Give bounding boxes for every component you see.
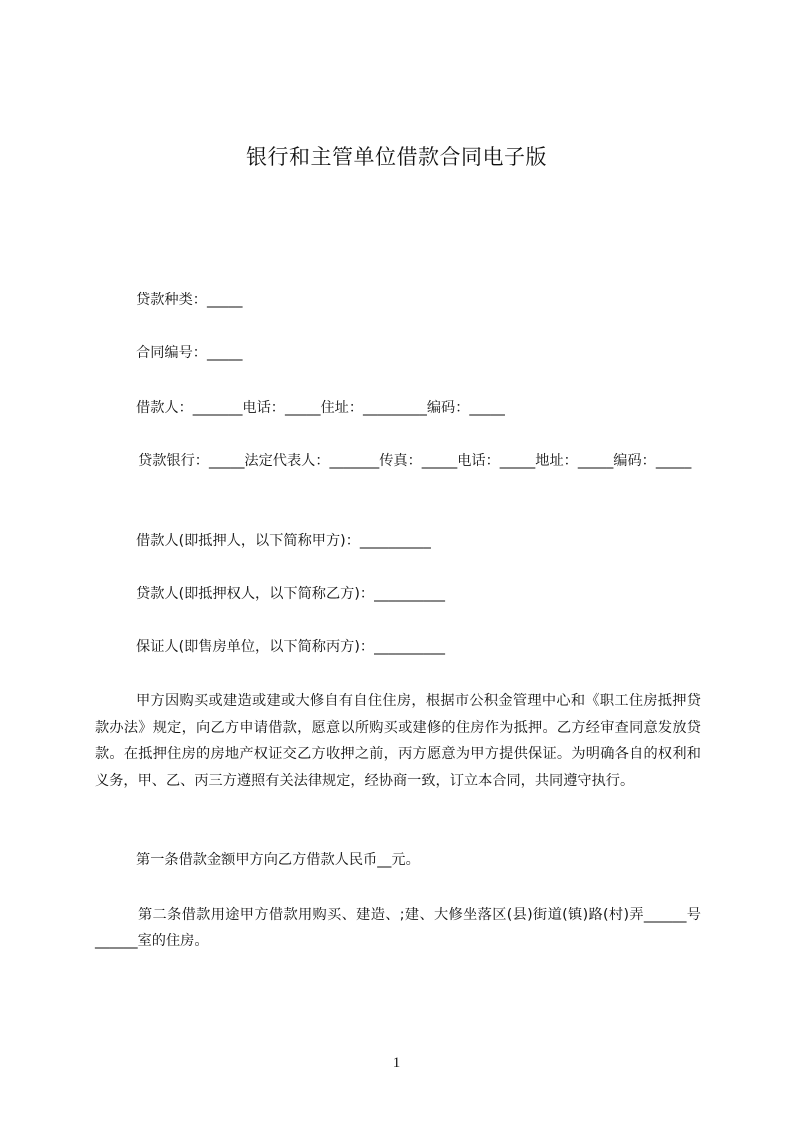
field-party-c: 保证人(即售房单位，以下简称丙方)：__________ [136, 639, 446, 655]
field-loan-type: 贷款种类：_____ [136, 292, 243, 308]
article-1: 第一条借款金额甲方向乙方借款人民币__元。 [136, 852, 420, 868]
field-party-b: 贷款人(即抵押权人，以下简称乙方)：__________ [136, 586, 446, 602]
field-party-a: 借款人(即抵押人，以下简称甲方)：__________ [136, 533, 431, 549]
page-number: 1 [392, 1055, 401, 1071]
field-borrower: 借款人：_______电话：_____住址：_________编码：_____ [136, 400, 505, 416]
document-title: 银行和主管单位借款合同电子版 [246, 145, 547, 169]
field-contract-number: 合同编号：_____ [136, 345, 243, 361]
preamble-paragraph: 甲方因购买或建造或建或大修自有自住住房，根据市公积金管理中心和《职工住房抵押贷款办法》规定，向乙方申请借款，愿意以所购买或建修的住房作为抵押。乙方经审查同意发放贷款。在抵押住房的房地产权证交乙方收押之前，丙方愿意为甲方提供保证。为明确各自的权利和义务，甲、乙、丙三方遵照有关法律规定，经协商一致，订立本合同，共同遵守执行。 [95, 693, 701, 789]
article-2: 第二条借款用途甲方借款用购买、建造、;建、大修坐落区(县)街道(镇)路(村)弄______号______室的住房。 [95, 907, 701, 949]
field-lender-bank: 贷款银行：_____法定代表人：_______传真：_____电话：_____地址：_____编码：_____ [138, 453, 692, 469]
